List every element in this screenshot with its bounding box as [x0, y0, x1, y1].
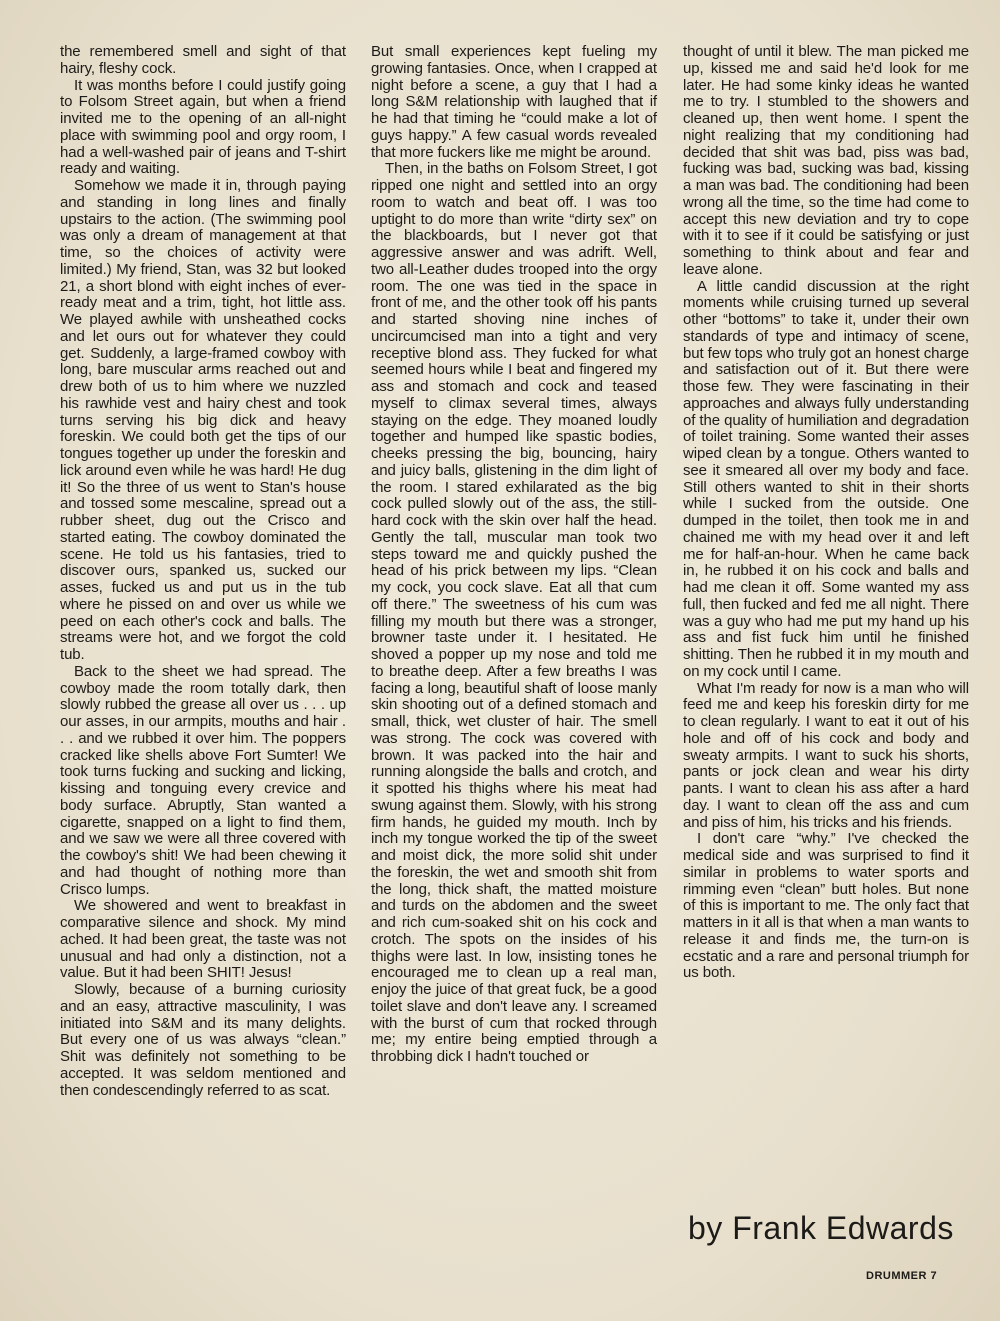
- paragraph: the remembered smell and sight of that hairy, fleshy cock.: [60, 43, 346, 77]
- paragraph: thought of until it blew. The man picked me up, kissed me and said he'd look for me later. He had some kinky ideas he wanted me to try. I stumbled to the showers and cleaned up, then went home. I spent the night realizing that my conditioning had decided that shit was bad, piss was bad, fucking was bad, sucking was bad, kissing a man was bad. The conditioning had been wrong all the time, so the time had come to accept this new deviation and try to cope with it to see if it could be satisfying or just something to think about and fear and leave alone.: [683, 43, 969, 278]
- paragraph: But small experiences kept fueling my growing fantasies. Once, when I crapped at night before a scene, a guy that I had a long S&M relationship with laughed that if he had that timing he “could make a lot of guys happy.” A few casual words revealed that more fuckers like me might be around.: [371, 43, 657, 161]
- page-folio: DRUMMER 7: [866, 1270, 938, 1282]
- paragraph: It was months before I could justify going to Folsom Street again, but when a friend invited me to the opening of an all-night place with swimming pool and orgy room, I had a well-washed pair of jeans and T-shirt ready and waiting.: [60, 76, 346, 178]
- paragraph: I don't care “why.” I've checked the medical side and was surprised to find it similar in problems to water sports and rimming even “clean” butt holes. But none of this is important to me. The only fact that matters in it all is that when a man wants to release it and finds me, the turn-on is ecstatic and a rare and personal triumph for us both.: [683, 830, 969, 982]
- text-column-1: [60, 44, 346, 1099]
- text-column-2: [371, 44, 657, 1066]
- paragraph: What I'm ready for now is a man who will feed me and keep his foreskin dirty for me to clean regularly. I want to eat it out of his hole and off of his cock and body and sweaty armpits. I want to suck his shorts, pants or jock clean and wear his dirty pants. I want to clean his ass after a hard day. I want to clean off the ass and cum and piss of him, his tricks and his friends.: [683, 679, 969, 831]
- paragraph: Somehow we made it in, through paying and standing in long lines and finally upstairs to the action. (The swimming pool was only a dream of management at that time, so the choices of activity were limited.) My friend, Stan, was 32 but looked 21, a short blond with eight inches of ever-ready meat and a trim, tight, hot little ass. We played awhile with unsheathed cocks and let ours out for whatever they could get. Suddenly, a large-framed cowboy with long, bare muscular arms reached out and drew both of us to him where we nuzzled his rawhide vest and hairy chest and took turns serving his big dick and heavy foreskin. We could both get the tips of our tongues together up under the foreskin and lick around even while he was hard! He dug it! So the three of us went to Stan's house and tossed some mescaline, spread out a rubber sheet, dug out the Crisco and started eating. The cowboy dominated the scene. He told us his fantasies, tried to discover ours, spanked us, sucked our asses, fucked us and put us in the tub where he pissed on and over us while we peed on each other's cock and balls. The streams were hot, and we forgot the cold tub.: [60, 177, 346, 663]
- paragraph: Back to the sheet we had spread. The cowboy made the room totally dark, then slowly rubbed the grease all over us . . . up our asses, in our armpits, mouths and hair . . . and we rubbed it over him. The poppers cracked like shells above Fort Sumter! We took turns fucking and sucking and licking, kissing and tonguing every crevice and body surface. Abruptly, Stan wanted a cigarette, snapped on a light to find them, and we saw we were all three covered with the cowboy's shit! We had been chewing it and had thought of nothing more than Crisco lumps.: [60, 662, 346, 898]
- paragraph: A little candid discussion at the right moments while cruising turned up several other “bottoms” to take it, under their own standards of type and intimacy of scene, but few tops who truly got an honest charge and satisfaction out of it. But there were those few. They were fascinating in their approaches and always fully understanding of the quality of humiliation and degradation of toilet training. Some wanted their asses wiped clean by a tongue. Others wanted to see it smeared all over my body and face. Still others wanted to shit in their shorts while I sucked from the outside. One dumped in the toilet, then took me in and chained me with my head over it and left me for half-an-hour. When he came back in, he rubbed it on his cock and balls and had me clean it off. Some wanted my ass full, then fucked and fed me all night. There was a guy who had me put my hand up his ass and fist fuck him until he finished shitting. Then he rubbed it in my mouth and on my cock until I came.: [683, 277, 969, 680]
- paragraph: Slowly, because of a burning curiosity and an easy, attractive masculinity, I was initiated into S&M and its many delights. But every one of us was always “clean.” Shit was definitely not something to be accepted. It was seldom mentioned and then condescendingly referred to as scat.: [60, 981, 346, 1099]
- paragraph: We showered and went to breakfast in comparative silence and shock. My mind ached. It had been great, the taste was not unusual and had only a distinction, not a value. But it had been SHIT! Jesus!: [60, 897, 346, 982]
- text-column-3: [683, 44, 969, 982]
- author-byline: by Frank Edwards: [688, 1210, 954, 1246]
- paragraph: Then, in the baths on Folsom Street, I got ripped one night and settled into an orgy room to watch and beat off. I was too uptight to do more than write “dirty sex” on the blackboards, but I never got that aggressive answer and was adrift. Well, two all-Leather dudes trooped into the orgy room. The one was tied in the space in front of me, and the other took off his pants and started shoving nine inches of uncircumcised man into a tight and very receptive blond ass. They fucked for what seemed hours while I beat and fingered my ass and stomach and cock and teased myself to climax several times, always staying on the edge. They moaned loudly together and humped like spastic bodies, cheeks pressing the big, bouncing, hairy and juicy balls, glistening in the dim light of the room. I stared exhilarated as the big cock pulled slowly out of the ass, the still-hard cock with the skin over half the head. Gently the tall, muscular man took two steps toward me and quickly pushed the head of his prick between my lips. “Clean my cock, you cock slave. Eat all that cum off there.” The sweetness of his cum was filling my mouth but there was a stronger, browner taste under it. I hesitated. He shoved a popper up my nose and told me to breathe deep. After a few breaths I was facing a long, beautiful shaft of loose manly skin shooting out of a defined stomach and small, thick, wet cluster of hair. The smell was strong. The cock was covered with brown. It was packed into the hair and running alongside the balls and crotch, and it spotted his thighs where his meat had swung against them. Slowly, with his strong firm hands, he guided my mouth. Inch by inch my tongue worked the tip of the sweet and moist dick, the more solid shit under the foreskin, the wet and smooth shit from the long, thick shaft, the matted moisture and turds on the abdomen and the sweet and rich cum-soaked shit on his cock and crotch. The spots on the insides of his thighs were last. In low, insisting tones he encouraged me to clean up a real man, enjoy the juice of that great fuck, be a good toilet slave and don't leave any. I screamed with the burst of cum that rocked through me; my entire being emptied through a throbbing dick I hadn't touched or: [371, 160, 657, 1065]
